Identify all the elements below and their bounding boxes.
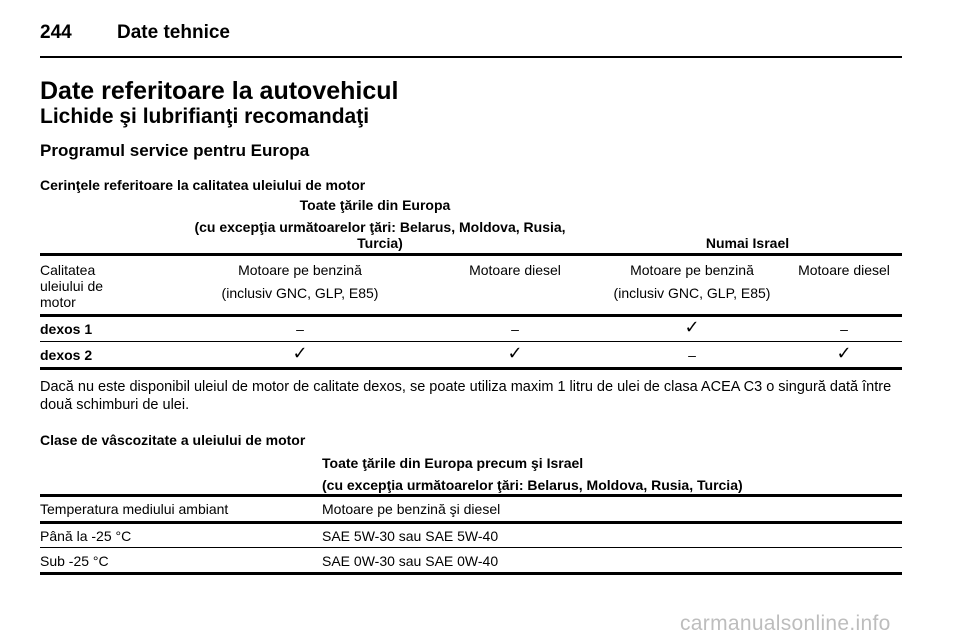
table2-group: Toate ţările din Europa precum şi Israel <box>322 455 584 471</box>
table1-cell: – <box>688 347 696 363</box>
table1-col2-label: Motoare diesel <box>469 262 561 278</box>
table2-col2-header: Motoare pe benzină şi diesel <box>322 501 501 517</box>
table2-group-note: (cu excepţia următoarelor ţări: Belarus, Moldova, Rusia, Turcia) <box>322 477 743 493</box>
running-head <box>40 22 230 44</box>
table2-col1-header: Temperatura mediului ambiant <box>40 501 229 517</box>
table1-cell-check: ✓ <box>292 343 308 363</box>
table1-row-label: dexos 1 <box>40 321 93 337</box>
table1-col1-label: Motoare pe benzină <box>238 262 362 278</box>
table1-caption: Cerinţele referitoare la calitatea uleiului de motor <box>40 177 366 193</box>
table1-row-rule <box>40 341 902 342</box>
table1-group-israel: Numai Israel <box>705 235 790 251</box>
table2-temp-cell: Sub -25 °C <box>40 553 109 569</box>
table1-cell-check: ✓ <box>684 317 700 337</box>
table2-oil-cell: SAE 0W-30 sau SAE 0W-40 <box>322 553 499 569</box>
dexos-note: Dacă nu este disponibil uleiul de motor de calitate dexos, se poate utiliza maxim 1 litru de ulei de clasa ACEA C3 o singură dată între două schimburi de ulei. <box>40 379 892 413</box>
table1-col3-sub: (inclusiv GNC, GLP, E85) <box>613 285 771 301</box>
table2-temp-cell: Până la -25 °C <box>40 528 132 544</box>
table1-cell: – <box>296 321 304 337</box>
table1-row-label: dexos 2 <box>40 347 93 363</box>
table1-col4-label: Motoare diesel <box>798 262 890 278</box>
table1-group-europe-note: (cu excepţia următoarelor ţări: Belarus, Moldova, Rusia, Turcia) <box>194 219 566 251</box>
table1-header-rule <box>40 253 902 256</box>
page-subtitle: Lichide şi lubrifianţi recomandaţi <box>40 105 370 128</box>
table1-cell: – <box>511 321 519 337</box>
header-rule <box>40 56 902 58</box>
table1-col1-sub: (inclusiv GNC, GLP, E85) <box>221 285 379 301</box>
table1-cell: – <box>840 321 848 337</box>
table2-oil-cell: SAE 5W-30 sau SAE 5W-40 <box>322 528 499 544</box>
section-name: Date tehnice <box>117 22 230 43</box>
table1-col3-label: Motoare pe benzină <box>630 262 754 278</box>
table2-caption: Clase de vâscozitate a uleiului de motor <box>40 432 306 448</box>
table1-cell-check: ✓ <box>836 343 852 363</box>
table2-subheader-rule <box>40 521 902 524</box>
table2-bottom-rule <box>40 572 902 575</box>
table1-subheader-rule <box>40 314 902 317</box>
table1-cell-check: ✓ <box>507 343 523 363</box>
table1-row-header: Calitatea uleiului de motor <box>40 262 104 310</box>
page-title: Date referitoare la autovehicul <box>40 77 399 105</box>
table2-row-rule <box>40 547 902 548</box>
table1-group-europe: Toate ţările din Europa <box>299 197 451 213</box>
page-number: 244 <box>40 22 72 43</box>
table1-bottom-rule <box>40 367 902 370</box>
section-title: Programul service pentru Europa <box>40 141 310 160</box>
table2-header-rule <box>40 494 902 497</box>
watermark: carmanualsonline.info <box>680 612 891 635</box>
